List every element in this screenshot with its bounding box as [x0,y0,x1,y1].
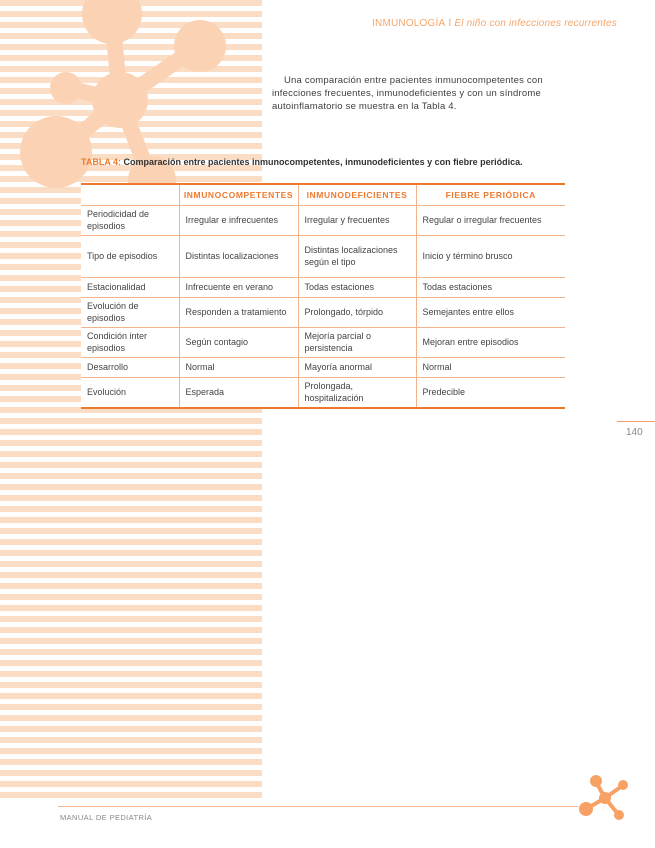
table-row [81,206,565,236]
table-cell: Normal [416,358,565,378]
table-cell: Mejoran entre episodios [416,328,565,358]
table-cell: Semejantes entre ellos [416,298,565,328]
table-cell: Periodicidad de episodios [81,206,179,236]
footer-rule [58,806,578,807]
page-number: 140 [626,427,643,438]
header-cell-fiebre-periodica: FIEBRE PERIÓDICA [416,184,565,206]
table-cell: Desarrollo [81,358,179,378]
table-row [81,328,565,358]
molecule-logo-icon [574,772,636,824]
table-cell: Prolongado, tórpido [298,298,416,328]
table-cell: Normal [179,358,298,378]
table-row [81,358,565,378]
table-row [81,278,565,298]
table-cell: Evolución de episodios [81,298,179,328]
header-cell-inmunodeficientes: INMUNODEFICIENTES [298,184,416,206]
table-caption [81,157,571,167]
header-subtitle: El niño con infecciones recurrentes [454,18,617,29]
intro-paragraph: Una comparación entre pacientes inmunocompetentes con infecciones frecuentes, inmunodeficientes y con un síndrome autoinflamatorio se muestra en la Tabla 4. [272,74,543,112]
table-cell: Prolongada, hospitalización [298,378,416,409]
table-cell: Distintas localizaciones [179,236,298,278]
comparison-table [81,183,565,409]
table-cell: Condición inter episodios [81,328,179,358]
table-cell: Irregular e infrecuentes [179,206,298,236]
table-cell: Distintas localizaciones según el tipo [298,236,416,278]
table-cell: Mejoría parcial o persistencia [298,328,416,358]
table-cell: Evolución [81,378,179,409]
table-cell: Esperada [179,378,298,409]
table-cell: Irregular y frecuentes [298,206,416,236]
header-separator: I [448,18,452,29]
table-header-row [81,184,565,206]
footer-label: MANUAL DE PEDIATRÍA [60,813,153,822]
header-cell-criterion [81,184,179,206]
table-row [81,378,565,409]
header-brand: INMUNOLOGÍA [372,18,446,29]
table-cell: Infrecuente en verano [179,278,298,298]
table-cell: Predecible [416,378,565,409]
running-header [372,18,617,29]
table-cell: Todas estaciones [416,278,565,298]
table-cell: Todas estaciones [298,278,416,298]
table-row [81,236,565,278]
table-row [81,298,565,328]
table-cell: Responden a tratamiento [179,298,298,328]
table-cell: Regular o irregular frecuentes [416,206,565,236]
table-cell: Estacionalidad [81,278,179,298]
page-number-rule [617,421,655,422]
table-cell: Mayoría anormal [298,358,416,378]
table-cell: Tipo de episodios [81,236,179,278]
table-cell: Según contagio [179,328,298,358]
table-caption-tag: TABLA 4: [81,157,121,167]
table-cell: Inicio y término brusco [416,236,565,278]
header-cell-inmunocompetentes: INMUNOCOMPETENTES [179,184,298,206]
table-caption-text: Comparación entre pacientes inmunocompetentes, inmunodeficientes y con fiebre periódica. [123,157,523,167]
molecule-decoration [0,0,262,210]
